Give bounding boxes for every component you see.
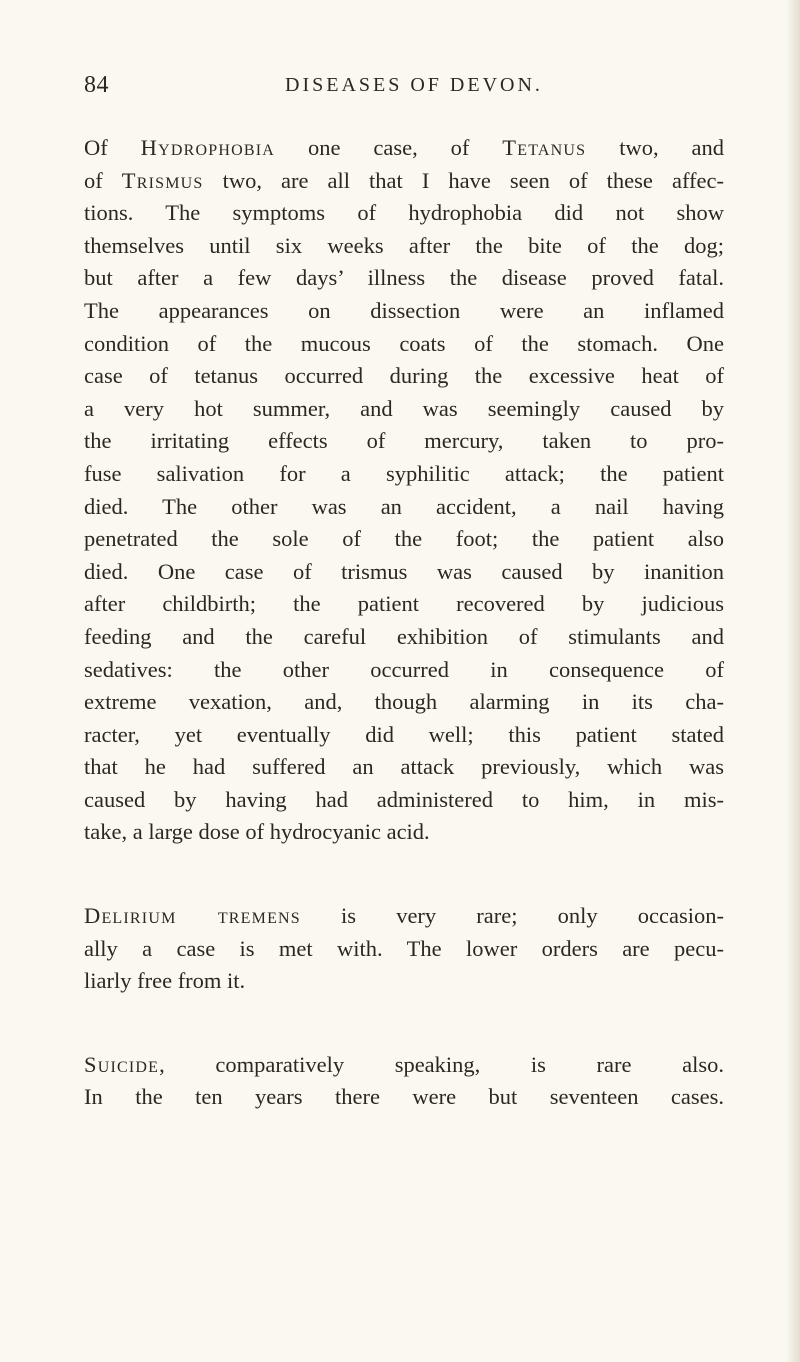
text-segment: feeding and the careful exhibition of stimulants and xyxy=(84,623,724,649)
text-segment: ally a case is met with. The lower orders are pecu- xyxy=(84,935,724,961)
text-segment: take, a large dose of hydrocyanic acid. xyxy=(84,819,430,845)
text-line xyxy=(84,751,724,784)
body-text xyxy=(84,132,724,1114)
text-line xyxy=(84,262,724,295)
text-segment: is very rare; only occasion- xyxy=(300,903,724,929)
text-line xyxy=(84,1081,724,1114)
text-segment: after childbirth; the patient recovered by judicious xyxy=(84,591,724,617)
text-segment: tions. The symptoms of hydrophobia did not show xyxy=(84,200,724,226)
text-line xyxy=(84,933,724,966)
page-header xyxy=(84,72,724,112)
text-line xyxy=(84,654,724,687)
text-line xyxy=(84,556,724,589)
text-line xyxy=(84,328,724,361)
text-segment: extreme vexation, and, though alarming in its cha- xyxy=(84,689,724,715)
text-segment: fuse salivation for a syphilitic attack; the patient xyxy=(84,460,724,486)
text-segment: two, are all that I have seen of these affec- xyxy=(203,167,724,193)
text-line xyxy=(84,393,724,426)
text-line xyxy=(84,360,724,393)
text-line xyxy=(84,621,724,654)
small-caps-term: Suicide xyxy=(84,1051,160,1077)
text-line xyxy=(84,132,724,165)
small-caps-term: Hydrophobia xyxy=(140,135,276,160)
text-segment: two, and xyxy=(586,135,724,160)
text-line xyxy=(84,425,724,458)
text-segment: of xyxy=(84,167,122,193)
text-line xyxy=(84,965,724,998)
text-segment: liarly free from it. xyxy=(84,968,246,994)
text-segment: Of xyxy=(84,135,141,160)
text-segment: caused by having had administered to him, in mis- xyxy=(84,786,724,812)
paragraph-gap xyxy=(84,849,724,900)
text-segment: a very hot summer, and was seemingly caused by xyxy=(84,395,724,421)
paragraph xyxy=(84,900,724,998)
text-segment: racter, yet eventually did well; this patient stated xyxy=(84,721,724,747)
text-segment: one case, of xyxy=(275,135,503,160)
text-segment: died. The other was an accident, a nail having xyxy=(84,493,724,519)
text-line xyxy=(84,165,724,198)
text-segment: the irritating effects of mercury, taken to pro- xyxy=(84,428,724,454)
text-line xyxy=(84,491,724,524)
text-line xyxy=(84,686,724,719)
text-line xyxy=(84,900,724,933)
text-segment: In the ten years there were but seventeen cases. xyxy=(84,1084,724,1110)
text-segment: died. One case of trismus was caused by inanition xyxy=(84,558,724,584)
small-caps-term: Delirium tremens xyxy=(84,903,301,929)
text-segment: , comparatively speaking, is rare also. xyxy=(159,1051,724,1077)
small-caps-term: Tetanus xyxy=(502,135,587,160)
paragraph xyxy=(84,132,724,849)
text-line xyxy=(84,230,724,263)
small-caps-term: Trismus xyxy=(121,167,204,193)
text-segment: condition of the mucous coats of the stomach. One xyxy=(84,330,724,356)
text-segment: penetrated the sole of the foot; the patient also xyxy=(84,526,724,552)
text-segment: but after a few days’ illness the disease proved fatal. xyxy=(84,265,724,291)
text-line xyxy=(84,784,724,817)
page-edge xyxy=(786,0,800,1362)
text-line xyxy=(84,1049,724,1082)
text-line xyxy=(84,588,724,621)
text-segment: case of tetanus occurred during the excessive heat of xyxy=(84,363,724,389)
text-line xyxy=(84,523,724,556)
text-line xyxy=(84,719,724,752)
text-line xyxy=(84,197,724,230)
text-segment: that he had suffered an attack previously, which was xyxy=(84,754,724,780)
text-line xyxy=(84,458,724,491)
text-line xyxy=(84,816,724,849)
paragraph xyxy=(84,1049,724,1114)
running-title: DISEASES OF DEVON. xyxy=(285,74,543,96)
paragraph-gap xyxy=(84,998,724,1049)
page-number: 84 xyxy=(84,72,109,98)
text-segment: sedatives: the other occurred in consequence of xyxy=(84,656,724,682)
text-segment: The appearances on dissection were an inflamed xyxy=(84,297,724,323)
text-segment: themselves until six weeks after the bite of the dog; xyxy=(84,232,724,258)
text-line xyxy=(84,295,724,328)
